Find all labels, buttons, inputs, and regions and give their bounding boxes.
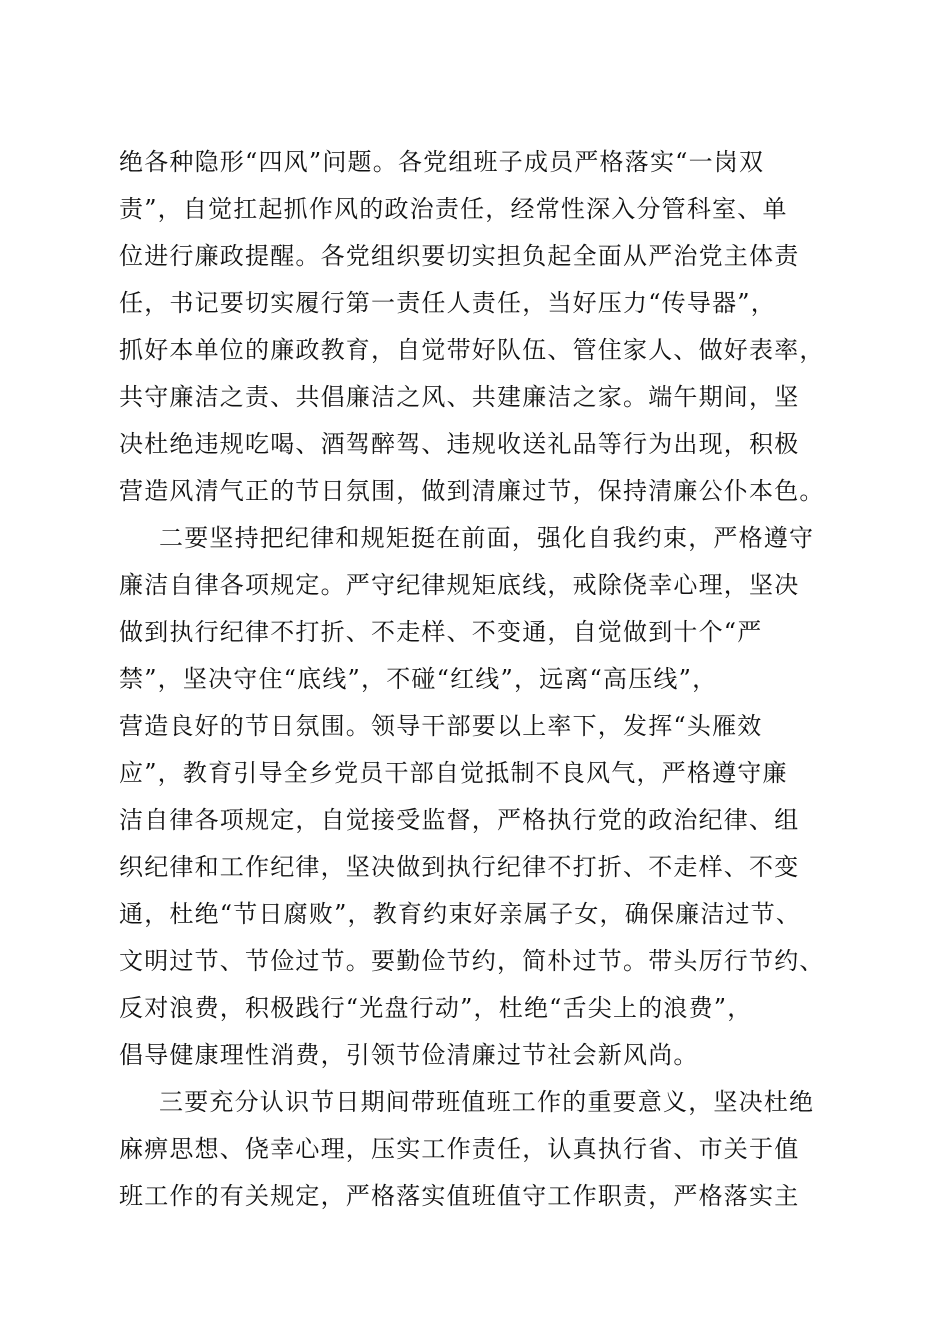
text-line: 共守廉洁之责、共倡廉洁之风、共建廉洁之家。端午期间，坚	[119, 383, 800, 411]
text-line: 禁”，坚决守住“底线”，不碰“红线”，远离“高压线”，	[119, 665, 718, 693]
text-line: 文明过节、节俭过节。要勤俭节约，简朴过节。带头厉行节约、	[119, 947, 825, 975]
text-line: 责”，自觉扛起抓作风的政治责任，经常性深入分管科室、单	[119, 195, 788, 223]
text-line: 织纪律和工作纪律，坚决做到执行纪律不打折、不走样、不变	[119, 853, 800, 881]
text-line: 廉洁自律各项规定。严守纪律规矩底线，戒除侥幸心理，坚决	[119, 571, 800, 599]
text-line: 应”，教育引导全乡党员干部自觉抵制不良风气，严格遵守廉	[119, 759, 788, 787]
paragraph-3-first-line: 三要充分认识节日期间带班值班工作的重要意义，坚决杜绝	[159, 1088, 815, 1116]
text-line: 位进行廉政提醒。各党组织要切实担负起全面从严治党主体责	[119, 242, 800, 270]
text-line: 做到执行纪律不打折、不走样、不变通，自觉做到十个“严	[119, 618, 763, 646]
text-line: 洁自律各项规定，自觉接受监督，严格执行党的政治纪律、组	[119, 806, 800, 834]
text-line: 绝各种隐形“四风”问题。各党组班子成员严格落实“一岗双	[119, 148, 765, 176]
text-line: 营造风清气正的节日氛围，做到清廉过节，保持清廉公仆本色。	[119, 477, 825, 505]
text-line: 任，书记要切实履行第一责任人责任，当好压力“传导器”，	[119, 289, 776, 317]
text-line: 决杜绝违规吃喝、酒驾醉驾、违规收送礼品等行为出现，积极	[119, 430, 800, 458]
text-line: 麻痹思想、侥幸心理，压实工作责任，认真执行省、市关于值	[119, 1135, 800, 1163]
text-line: 班工作的有关规定，严格落实值班值守工作职责，严格落实主	[119, 1182, 800, 1210]
text-line: 反对浪费，积极践行“光盘行动”，杜绝“舌尖上的浪费”，	[119, 994, 753, 1022]
paragraph-2-first-line: 二要坚持把纪律和规矩挺在前面，强化自我约束，严格遵守	[159, 524, 815, 552]
text-line: 通，杜绝“节日腐败”，教育约束好亲属子女，确保廉洁过节、	[119, 900, 802, 928]
text-line: 营造良好的节日氛围。领导干部要以上率下，发挥“头雁效	[119, 712, 763, 740]
text-line: 抓好本单位的廉政教育，自觉带好队伍、管住家人、做好表率，	[119, 336, 825, 364]
text-line: 倡导健康理性消费，引领节俭清廉过节社会新风尚。	[119, 1041, 699, 1069]
